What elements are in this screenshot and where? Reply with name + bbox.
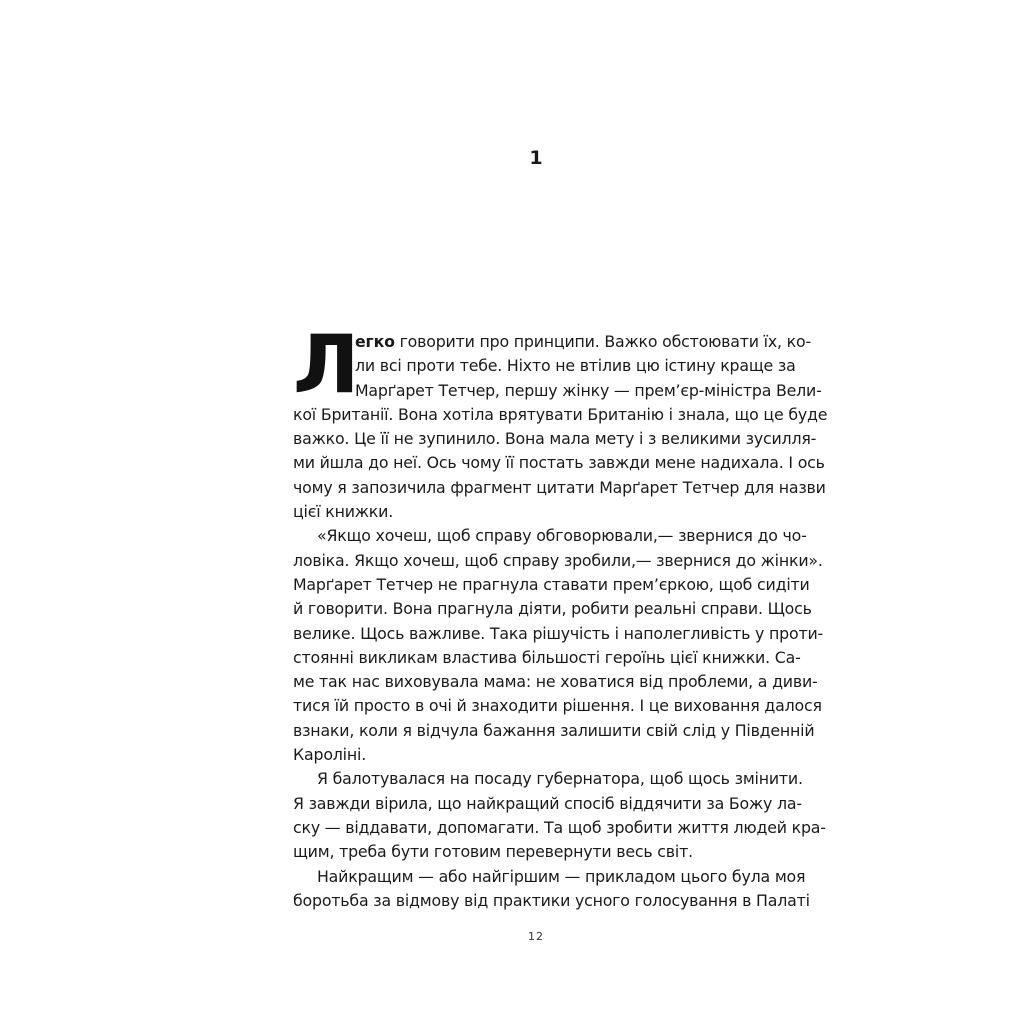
text-line: Марґарет Тетчер не прагнула ставати прем’єркою, щоб сидіти <box>293 574 810 594</box>
text-line: тися їй просто в очі й знаходити рішення. І це виховання далося <box>293 696 822 716</box>
text-line: Я завжди вірила, що найкращий спосіб віддячити за Божу ла- <box>293 793 802 813</box>
text-line <box>355 330 811 354</box>
page-number: 12 <box>528 930 544 943</box>
text-line: ме так нас виховувала мама: не ховатися від проблеми, а диви- <box>293 672 818 692</box>
lead-word: егко <box>355 332 395 351</box>
text-line-rest: говорити про принципи. Важко обстоювати їх, ко- <box>394 332 811 351</box>
text-line: й говорити. Вона прагнула діяти, робити реальні справи. Щось <box>293 599 812 619</box>
chapter-number: 1 <box>529 147 543 169</box>
drop-cap: Л <box>293 318 360 411</box>
text-line: ли всі проти тебе. Ніхто не втілив цю істину краще за <box>355 356 796 376</box>
text-line: ми йшла до неї. Ось чому її постать завжди мене надихала. І ось <box>293 453 825 473</box>
text-line: чому я запозичила фрагмент цитати Марґарет Тетчер для назви <box>293 477 826 497</box>
text-line: Марґарет Тетчер, першу жінку — прем’єр-міністра Вели- <box>355 380 822 400</box>
text-line: Я балотувалася на посаду губернатора, щоб щось змінити. <box>317 769 803 789</box>
text-line: «Якщо хочеш, щоб справу обговорювали,— звернися до чо- <box>317 526 807 546</box>
text-line: Найкращим — або найгіршим — прикладом цього була моя <box>317 866 806 886</box>
text-line: ску — віддавати, допомагати. Та щоб зробити життя людей кра- <box>293 817 826 837</box>
text-line: стоянні викликам властива більшості героїнь цієї книжки. Са- <box>293 647 801 667</box>
text-line: Кароліні. <box>293 745 367 765</box>
text-line: взнаки, коли я відчула бажання залишити свій слід у Південній <box>293 720 815 740</box>
text-line: велике. Щось важливе. Така рішучість і наполегливість у проти- <box>293 623 824 643</box>
text-line: цієї книжки. <box>293 502 394 522</box>
text-line: боротьба за відмову від практики усного голосування в Палаті <box>293 890 810 910</box>
text-line: кої Британії. Вона хотіла врятувати Британію і знала, що це буде <box>293 404 828 424</box>
text-line: важко. Це її не зупинило. Вона мала мету і з великими зусилля- <box>293 429 817 449</box>
body-text <box>293 318 828 913</box>
text-line: ловіка. Якщо хочеш, щоб справу зробили,— звернися до жінки». <box>293 550 823 570</box>
text-line: щим, треба бути готовим перевернути весь світ. <box>293 842 693 862</box>
